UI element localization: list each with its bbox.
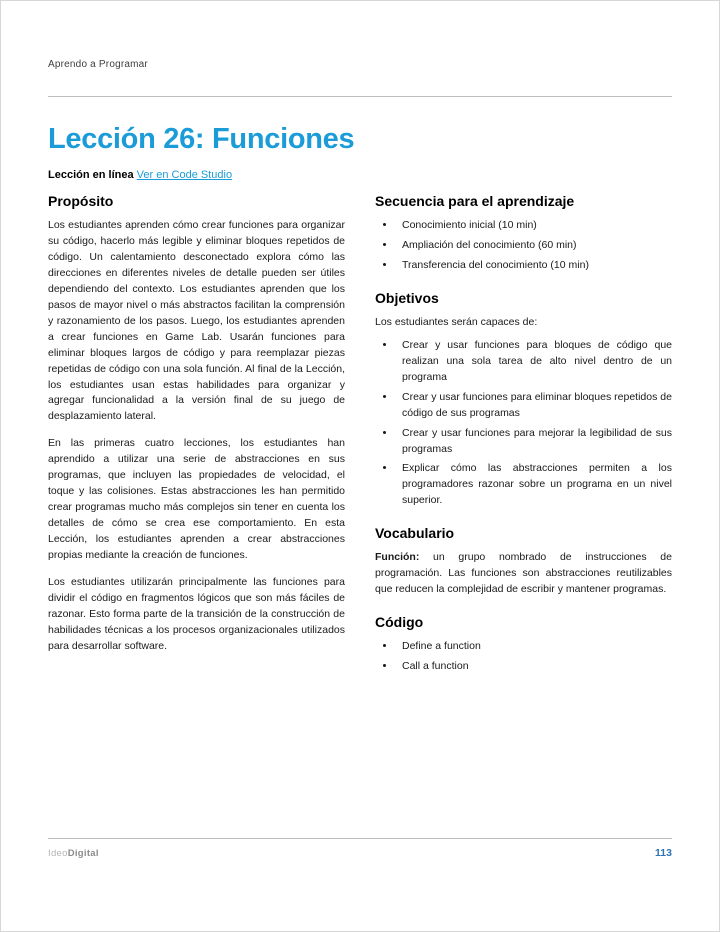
right-column bbox=[375, 187, 672, 687]
document-header bbox=[48, 59, 672, 70]
proposito-heading: Propósito bbox=[48, 193, 114, 209]
left-column bbox=[48, 187, 345, 687]
list-item: • Crear y usar funciones para bloques de código que realizan una sola tarea de alto nivel dentro de un programa bbox=[396, 338, 672, 386]
header-text: Aprendo a Programar bbox=[48, 59, 148, 70]
proposito-paragraph: En las primeras cuatro lecciones, los estudiantes han aprendido a utilizar una serie de abstracciones en sus programas, que incluyen las propiedades de velocidad, el toque y las colisiones. Estas abstracciones les han permitido crear programas mucho más complejos sin tener en cuenta los detalles de cómo se crea ese comportamiento. En esta Lección, los estudiantes aprenden a crear abstracciones propias mediante la creación de funciones. bbox=[48, 437, 345, 562]
secuencia-list bbox=[375, 218, 672, 274]
vocab-definition bbox=[375, 550, 672, 598]
proposito-paragraph: Los estudiantes utilizarán principalmente las funciones para dividir el código en fragmentos lógicos que son más fáciles de razonar. Esto forma parte de la transición de la construcción de habilidades técnicas a los procesos organizacionales utilizados para desarrollar software. bbox=[48, 576, 345, 652]
list-item: • Ampliación del conocimiento (60 min) bbox=[396, 238, 672, 254]
footer-row bbox=[48, 839, 672, 859]
brand-bold-part: Digital bbox=[67, 848, 99, 859]
footer-brand bbox=[48, 848, 99, 859]
codigo-list bbox=[375, 639, 672, 675]
list-item: • Transferencia del conocimiento (10 min) bbox=[396, 258, 672, 274]
page-title: Lección 26: Funciones bbox=[48, 123, 355, 155]
list-item: • Define a function bbox=[396, 639, 672, 655]
two-column-layout bbox=[48, 187, 672, 687]
list-item: • Crear y usar funciones para eliminar bloques repetidos de código de sus programas bbox=[396, 390, 672, 422]
vocabulario-heading: Vocabulario bbox=[375, 525, 455, 542]
list-item: • Crear y usar funciones para mejorar la legibilidad de sus programas bbox=[396, 426, 672, 458]
vocab-term: Función: bbox=[375, 551, 420, 564]
online-lesson-line bbox=[48, 169, 672, 181]
objetivos-heading: Objetivos bbox=[375, 289, 439, 306]
vocab-text: un grupo nombrado de instrucciones de programación. Las funciones son abstracciones reutilizables que reducen la complejidad de escribir y mantener programas. bbox=[375, 551, 672, 596]
page-number: 113 bbox=[655, 847, 672, 859]
online-lesson-label: Lección en línea bbox=[48, 169, 134, 181]
list-item: • Explicar cómo las abstracciones permiten a los programadores razonar sobre un programa en un nivel superior. bbox=[396, 461, 672, 509]
list-item: • Conocimiento inicial (10 min) bbox=[396, 218, 672, 234]
objetivos-intro: Los estudiantes serán capaces de: bbox=[375, 315, 538, 328]
secuencia-heading: Secuencia para el aprendizaje bbox=[375, 193, 575, 209]
brand-light-part: Ideo bbox=[48, 848, 68, 859]
objetivos-list bbox=[375, 338, 672, 510]
document-footer bbox=[48, 838, 672, 859]
code-studio-link[interactable]: Ver en Code Studio bbox=[136, 169, 233, 181]
codigo-heading: Código bbox=[375, 614, 424, 631]
proposito-paragraph: Los estudiantes aprenden cómo crear funciones para organizar su código, hacerlo más legible y eliminar bloques repetidos de código. Un calentamiento desconectado explora cómo las direcciones en diferentes niveles de detalle pueden ser útiles dependiendo del contexto. Los estudiantes aprenden que los pasos de mayor nivel o más abstractos facilitan la comprensión y razonamiento de los pasos. Luego, los estudiantes aprenden a crear funciones en Game Lab. Usarán funciones para eliminar bloques largos de código y para reemplazar piezas repetidas de código con una sola función. Al final de la Lección, los estudiantes usan estas habilidades para organizar y agregar funcionalidad a la versión final de su juego de desplazamiento lateral. bbox=[48, 219, 345, 423]
list-item: • Call a function bbox=[396, 659, 672, 675]
header-divider bbox=[48, 96, 672, 97]
